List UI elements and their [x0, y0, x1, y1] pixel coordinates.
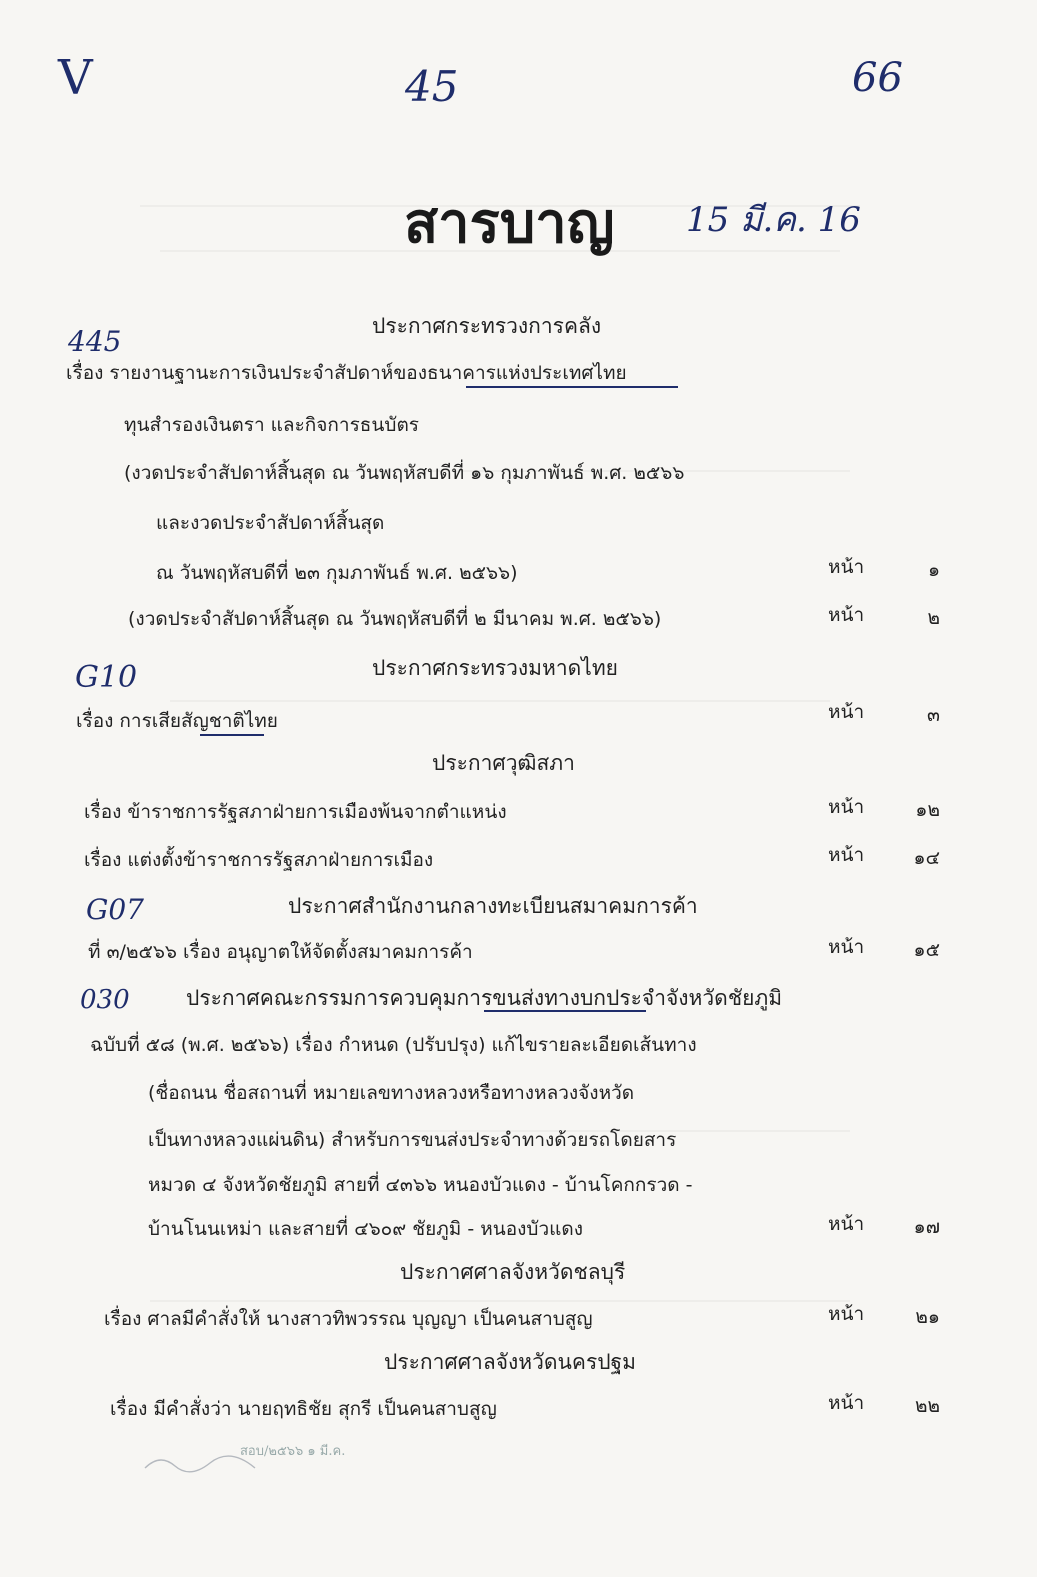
page-number: ๒๑ [915, 1306, 940, 1328]
page-label: หน้า [828, 1303, 865, 1325]
page-number: ๒ [927, 607, 940, 629]
section-heading: ประกาศกระทรวงการคลัง [372, 314, 602, 338]
entry-line: เรื่อง การเสียสัญชาติไทย [76, 710, 278, 732]
entry-line: ฉบับที่ ๕๘ (พ.ศ. ๒๕๖๖) เรื่อง กำหนด (ปรับปรุง) แก้ไขรายละเอียดเส้นทาง [90, 1034, 697, 1056]
handwritten-mark-top-left: V [58, 50, 93, 106]
entry-line: ณ วันพฤหัสบดีที่ ๒๓ กุมภาพันธ์ พ.ศ. ๒๕๖๖) [156, 562, 518, 584]
handwritten-number-top-center: 45 [405, 62, 459, 111]
page-number: ๓ [927, 704, 940, 726]
section-heading: ประกาศกระทรวงมหาดไทย [372, 656, 618, 680]
page-number: ๑ [927, 559, 940, 581]
page-label: หน้า [828, 936, 865, 958]
page-label: หน้า [828, 701, 865, 723]
handwritten-underline [466, 386, 678, 388]
handwritten-underline [484, 1010, 646, 1012]
page-label: หน้า [828, 844, 865, 866]
entry-line: (ชื่อถนน ชื่อสถานที่ หมายเลขทางหลวงหรือทางหลวงจังหวัด [148, 1082, 635, 1104]
page-number: ๒๒ [914, 1395, 940, 1417]
handwritten-margin-note: 445 [68, 325, 122, 358]
page-number: ๑๗ [913, 1216, 940, 1238]
section-heading: ประกาศสำนักงานกลางทะเบียนสมาคมการค้า [288, 894, 698, 918]
section-heading: ประกาศคณะกรรมการควบคุมการขนส่งทางบกประจำจังหวัดชัยภูมิ [186, 986, 783, 1010]
section-heading: ประกาศศาลจังหวัดชลบุรี [400, 1260, 626, 1284]
entry-line: หมวด ๔ จังหวัดชัยภูมิ สายที่ ๔๓๖๖ หนองบัวแดง - บ้านโคกกรวด - [148, 1174, 693, 1196]
entry-line: ที่ ๓/๒๕๖๖ เรื่อง อนุญาตให้จัดตั้งสมาคมการค้า [88, 941, 473, 963]
handwritten-margin-note: 030 [80, 985, 130, 1015]
entry-line: และงวดประจำสัปดาห์สิ้นสุด [156, 512, 385, 534]
entry-line: เรื่อง ศาลมีคำสั่งให้ นางสาวทิพวรรณ บุญญา เป็นคนสาบสูญ [104, 1308, 593, 1330]
entry-line: บ้านโนนเหม่า และสายที่ ๔๖๐๙ ชัยภูมิ - หนองบัวแดง [148, 1218, 584, 1240]
entry-line: เรื่อง ข้าราชการรัฐสภาฝ่ายการเมืองพ้นจากตำแหน่ง [84, 801, 507, 823]
faint-handwritten-scribble: สอบ/๒๕๖๖ ๑ มี.ค. [240, 1444, 346, 1459]
section-heading: ประกาศวุฒิสภา [432, 751, 575, 775]
handwritten-date-note: 15 มี.ค. 16 [686, 200, 861, 240]
faint-scribble-mark [140, 1448, 260, 1478]
bleed-through-line [150, 1300, 850, 1302]
entry-line: ทุนสำรองเงินตรา และกิจการธนบัตร [124, 414, 419, 436]
page-number: ๑๔ [913, 847, 940, 869]
page-label: หน้า [828, 796, 865, 818]
page-label: หน้า [828, 556, 865, 578]
section-heading: ประกาศศาลจังหวัดนครปฐม [384, 1350, 636, 1374]
entry-line: เป็นทางหลวงแผ่นดิน) สำหรับการขนส่งประจำทางด้วยรถโดยสาร [148, 1129, 677, 1151]
handwritten-number-top-right: 66 [852, 55, 903, 101]
page-number: ๑๕ [913, 939, 940, 961]
handwritten-underline [200, 734, 264, 736]
entry-line: เรื่อง มีคำสั่งว่า นายฤทธิชัย สุกรี เป็นคนสาบสูญ [110, 1398, 497, 1420]
handwritten-margin-note: G10 [75, 660, 138, 695]
bleed-through-line [170, 700, 830, 702]
page-label: หน้า [828, 1213, 865, 1235]
entry-line: (งวดประจำสัปดาห์สิ้นสุด ณ วันพฤหัสบดีที่ ๑๖ กุมภาพันธ์ พ.ศ. ๒๕๖๖ [124, 462, 685, 484]
entry-line: เรื่อง แต่งตั้งข้าราชการรัฐสภาฝ่ายการเมือง [84, 849, 434, 871]
handwritten-margin-note: G07 [86, 893, 144, 926]
entry-line: เรื่อง รายงานฐานะการเงินประจำสัปดาห์ของธนาคารแห่งประเทศไทย [66, 362, 627, 384]
entry-line: (งวดประจำสัปดาห์สิ้นสุด ณ วันพฤหัสบดีที่ ๒ มีนาคม พ.ศ. ๒๕๖๖) [128, 608, 662, 630]
page-label: หน้า [828, 604, 865, 626]
page-title: สารบาญ [404, 191, 615, 256]
page-number: ๑๒ [915, 799, 940, 821]
page-label: หน้า [828, 1392, 865, 1414]
